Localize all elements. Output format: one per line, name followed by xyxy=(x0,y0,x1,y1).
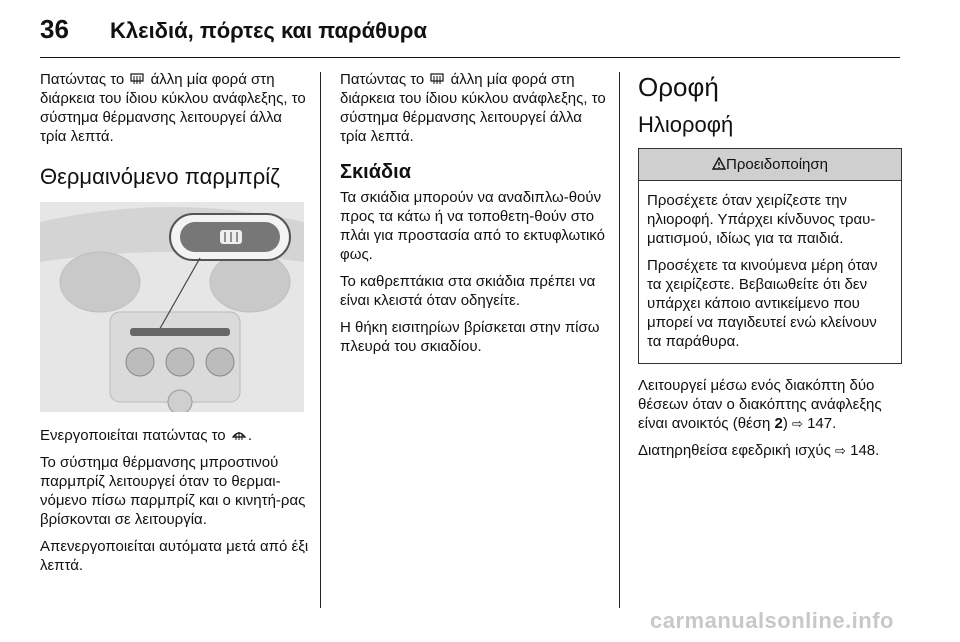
section-heading: Σκιάδια xyxy=(340,161,411,183)
warning-header: Προειδοποίηση xyxy=(639,149,901,181)
header-rule xyxy=(40,57,900,58)
paragraph: Το σύστημα θέρμανσης μπροστινού παρμπρίζ λειτουργεί όταν το θερμαι-νόμενο πίσω παρμπρίζ και ο κινητή-ρας βρίσκονται σε λειτουργία. xyxy=(40,454,306,528)
chapter-title: Κλειδιά, πόρτες και παράθυρα xyxy=(110,18,427,43)
paragraph: Ενεργοποιείται πατώντας το . xyxy=(40,427,252,444)
paragraph: Απενεργοποιείται αυτόματα μετά από έξι λεπτά. xyxy=(40,538,309,574)
page-reference-link[interactable]: 147. xyxy=(807,415,837,432)
column-divider xyxy=(320,72,321,608)
paragraph: Προσέχετε όταν χειρίζεστε την ηλιοροφή. Υπάρχει κίνδυνος τραυ-ματισμού, ιδίως για τα παιδιά. xyxy=(647,192,876,247)
paragraph: Η θήκη εισιτηρίων βρίσκεται στην πίσω πλευρά του σκιαδίου. xyxy=(340,319,600,355)
paragraph: Διατηρηθείσα εφεδρική ισχύς ⇨ 148. xyxy=(638,442,880,459)
page-number: 36 xyxy=(40,14,69,44)
paragraph: Προσέχετε τα κινούμενα μέρη όταν τα χειρίζεστε. Βεβαιωθείτε ότι δεν υπάρχει κάποιο αντικείμενο που μπορεί να παγιδευτεί ενώ κλείνουν τα παράθυρα. xyxy=(647,257,878,350)
page-reference-link[interactable]: 148. xyxy=(850,442,880,459)
column-divider xyxy=(619,72,620,608)
page-reference-icon: ⇨ xyxy=(792,416,803,431)
dashboard-illustration xyxy=(40,202,304,412)
subsection-title: Ηλιοροφή xyxy=(638,112,734,137)
column-2 xyxy=(340,70,610,364)
column-1 xyxy=(40,70,310,583)
paragraph: Πατώντας το άλλη μία φορά στη διάρκεια του ίδιου κύκλου ανάφλεξης, το σύστημα θέρμανσης λειτουργεί άλλα τρία λεπτά. xyxy=(340,71,606,145)
windscreen-defrost-icon xyxy=(232,429,246,441)
page-header xyxy=(40,14,427,45)
warning-body xyxy=(639,181,901,363)
paragraph: Το καθρεπτάκια στα σκιάδια πρέπει να είναι κλειστά όταν οδηγείτε. xyxy=(340,273,596,309)
page-reference-icon: ⇨ xyxy=(835,443,846,458)
watermark: carmanualsonline.info xyxy=(650,608,894,633)
warning-box xyxy=(638,148,902,364)
paragraph: Λειτουργεί μέσω ενός διακόπτη δύο θέσεων όταν ο διακόπτης ανάφλεξης είναι ανοικτός (θέση 2) ⇨ 147. xyxy=(638,377,882,432)
paragraph: Πατώντας το άλλη μία φορά στη διάρκεια του ίδιου κύκλου ανάφλεξης, το σύστημα θέρμανσης λειτουργεί άλλα τρία λεπτά. xyxy=(40,71,306,145)
section-title: Οροφή xyxy=(638,72,719,102)
column-3 xyxy=(638,70,902,468)
warning-triangle-icon xyxy=(712,157,726,170)
section-heading: Θερμαινόμενο παρμπρίζ xyxy=(40,164,280,189)
rear-defrost-icon xyxy=(130,73,144,85)
paragraph: Τα σκιάδια μπορούν να αναδιπλω-θούν προς τα κάτω ή να τοποθετη-θούν στο πλάι για προστασία από το εκτυφλωτικό φως. xyxy=(340,189,605,263)
rear-defrost-icon xyxy=(430,73,444,85)
